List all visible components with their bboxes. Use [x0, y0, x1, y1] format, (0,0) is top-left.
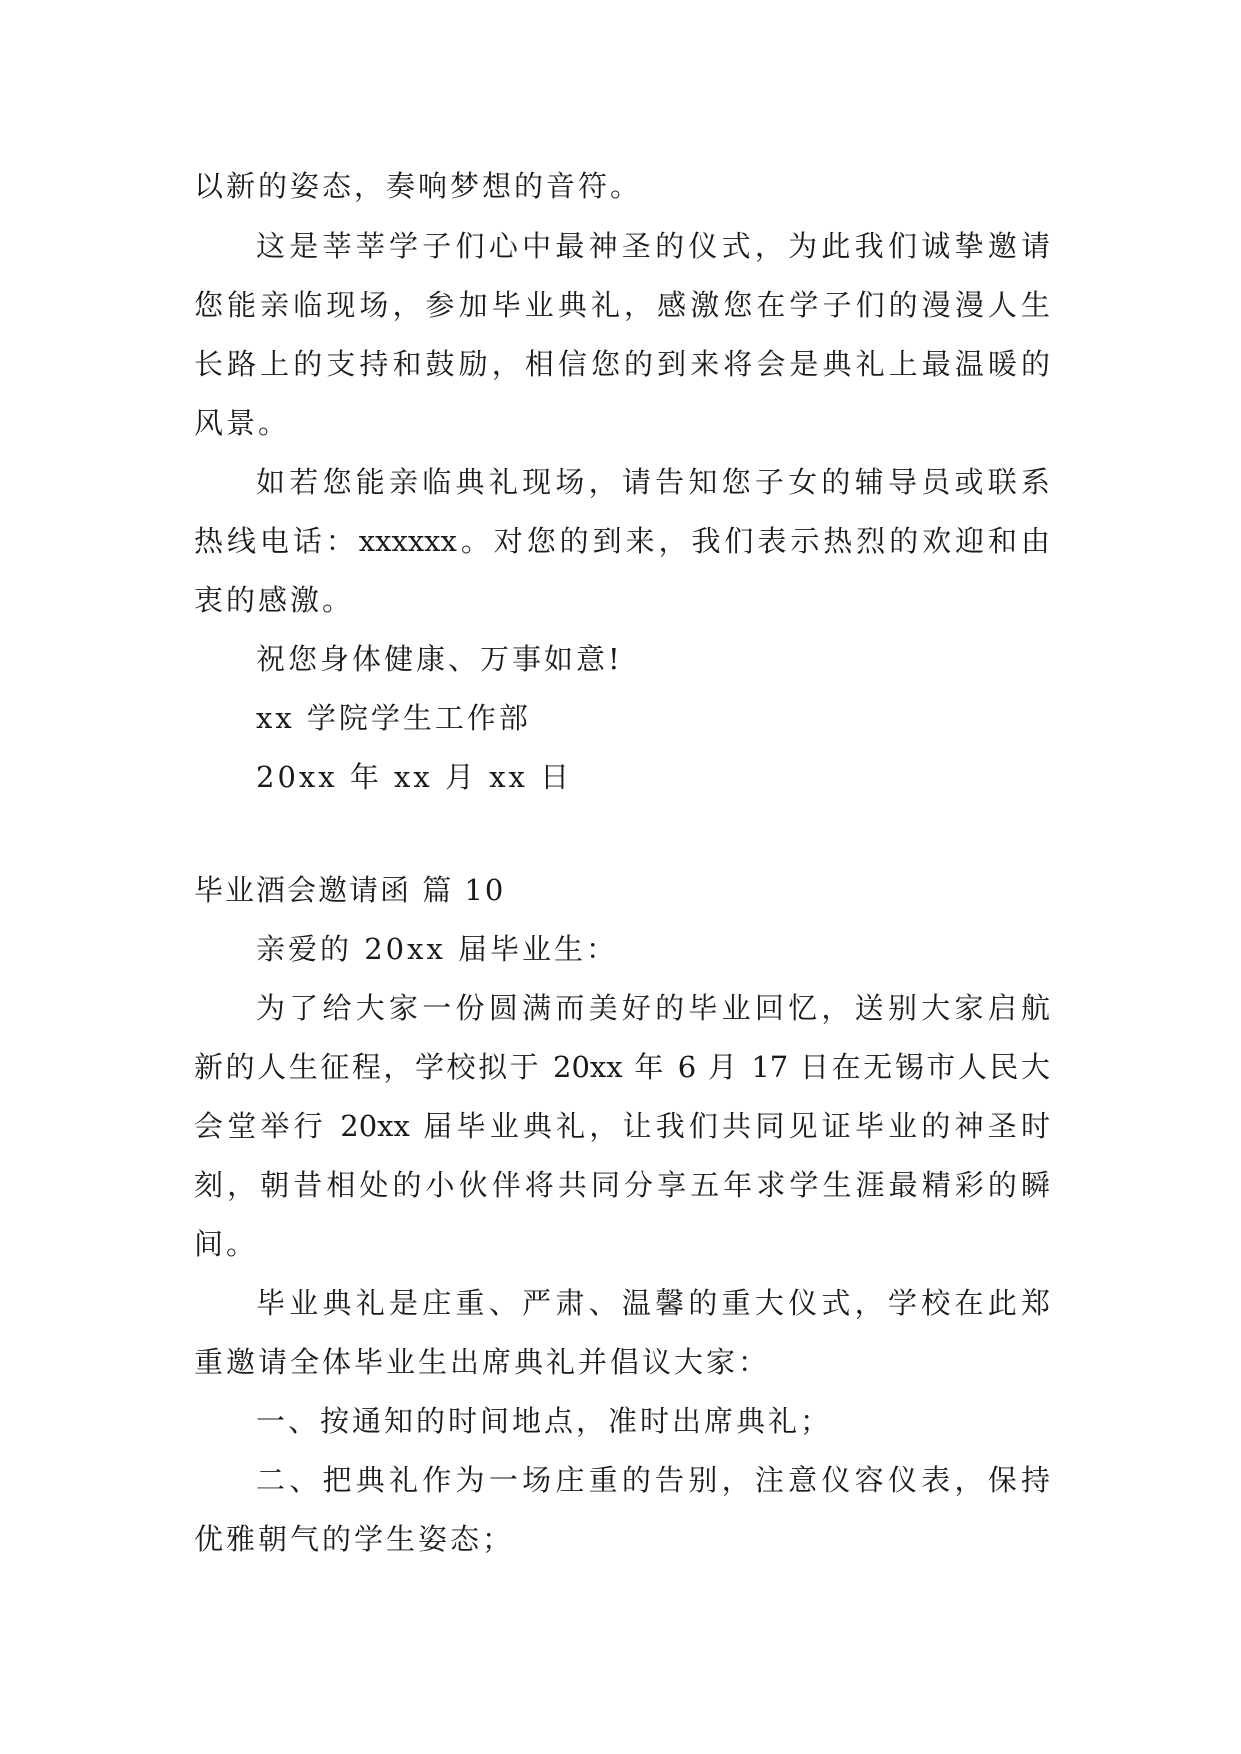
paragraph-line: 这是莘莘学子们心中最神圣的仪式，为此我们诚挚邀请 [256, 229, 1050, 263]
paragraph-line: 您能亲临现场，参加毕业典礼，感激您在学子们的漫漫人生 [194, 288, 1050, 322]
paragraph-line: 会堂举行 20xx 届毕业典礼，让我们共同见证毕业的神圣时 [194, 1109, 1050, 1143]
paragraph-line: 长路上的支持和鼓励，相信您的到来将会是典礼上最温暖的 [194, 347, 1050, 381]
paragraph-line: 新的人生征程，学校拟于 20xx 年 6 月 17 日在无锡市人民大 [194, 1050, 1050, 1084]
paragraph-line: 毕业典礼是庄重、严肃、温馨的重大仪式，学校在此郑 [256, 1286, 1050, 1320]
paragraph-line: 风景。 [194, 406, 291, 440]
paragraph-line: 为了给大家一份圆满而美好的毕业回忆，送别大家启航 [256, 991, 1050, 1025]
list-item-continuation: 优雅朝气的学生姿态； [194, 1522, 515, 1556]
paragraph-line: 重邀请全体毕业生出席典礼并倡议大家： [194, 1345, 771, 1379]
signature-org: xx 学院学生工作部 [256, 701, 531, 735]
paragraph-line: 热线电话：xxxxxx。对您的到来，我们表示热烈的欢迎和由 [194, 524, 1050, 558]
paragraph-line: 刻，朝昔相处的小伙伴将共同分享五年求学生涯最精彩的瞬 [194, 1168, 1050, 1202]
signature-date: 20xx 年 xx 月 xx 日 [256, 760, 573, 794]
salutation: 亲爱的 20xx 届毕业生： [256, 932, 619, 966]
list-item: 一、按通知的时间地点，准时出席典礼； [256, 1404, 833, 1438]
paragraph-line: 如若您能亲临典礼现场，请告知您子女的辅导员或联系 [256, 465, 1050, 499]
list-item: 二、把典礼作为一场庄重的告别，注意仪容仪表，保持 [256, 1463, 1050, 1497]
section-heading: 毕业酒会邀请函 篇 10 [194, 873, 506, 907]
paragraph-line: 间。 [194, 1227, 259, 1261]
closing-wish: 祝您身体健康、万事如意! [256, 642, 623, 676]
paragraph-line: 以新的姿态，奏响梦想的音符。 [194, 169, 643, 203]
paragraph-line: 衷的感激。 [194, 583, 355, 617]
